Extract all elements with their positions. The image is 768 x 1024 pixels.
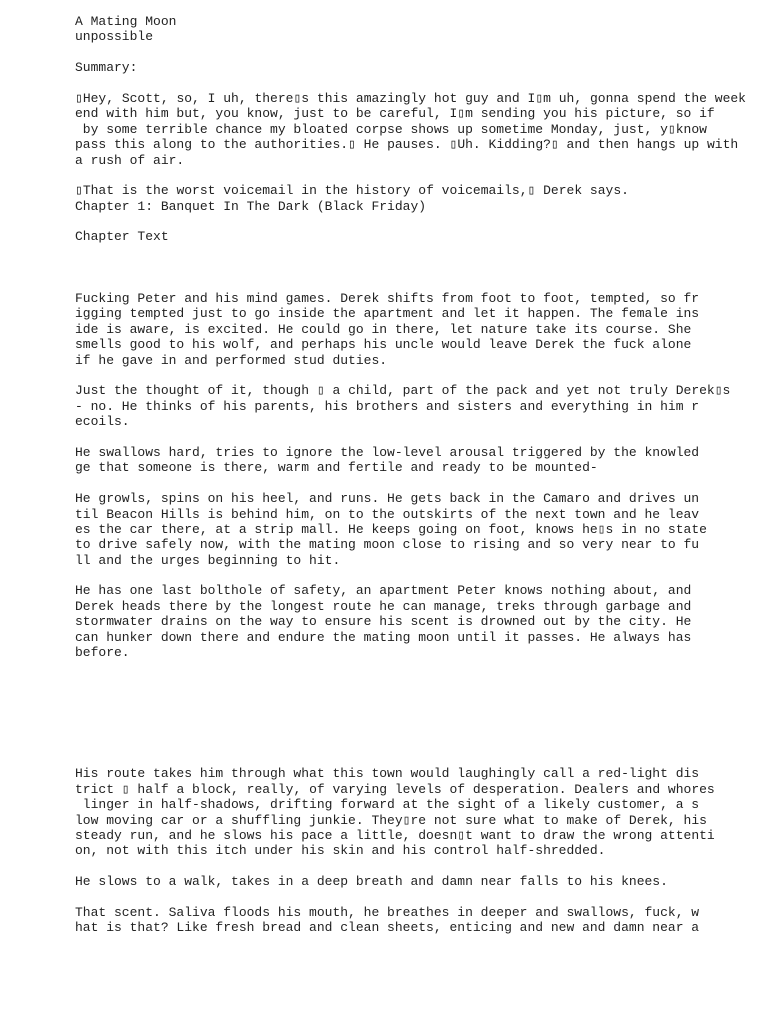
body-paragraph-2	[75, 383, 735, 429]
text-line: hat is that? Like fresh bread and clean sheets, enticing and new and damn near a	[75, 920, 700, 936]
body-paragraph-3	[75, 445, 735, 476]
text-line: low moving car or a shuffling junkie. They▯re not sure what to make of Derek, his	[75, 812, 707, 828]
text-line: ide is aware, is excited. He could go in there, let nature take its course. She	[75, 321, 692, 337]
text-line: smells good to his wolf, and perhaps his uncle would leave Derek the fuck alone	[75, 337, 692, 353]
text-line: by some terrible chance my bloated corpse shows up sometime Monday, just, y▯know	[75, 121, 707, 137]
text-line: trict ▯ half a block, really, of varying levels of desperation. Dealers and whores	[75, 781, 715, 797]
work-title: A Mating Moon	[75, 14, 177, 29]
text-line: can hunker down there and endure the mating moon until it passes. He always has	[75, 629, 692, 645]
chapter-text-label: Chapter Text	[75, 229, 169, 245]
text-line: es the car there, at a strip mall. He keeps going on foot, knows he▯s in no state	[75, 521, 707, 537]
text-line: steady run, and he slows his pace a little, doesn▯t want to draw the wrong attenti	[75, 827, 715, 843]
text-line: His route takes him through what this town would laughingly call a red-light dis	[75, 766, 700, 782]
text-line: igging tempted just to go inside the apartment and let it happen. The female ins	[75, 306, 700, 322]
text-line: a rush of air.	[75, 152, 185, 168]
text-line: Just the thought of it, though ▯ a child, part of the pack and yet not truly Derek▯s	[75, 383, 731, 399]
text-line: He swallows hard, tries to ignore the low-level arousal triggered by the knowled	[75, 444, 700, 460]
summary-label: Summary:	[75, 60, 138, 76]
summary-paragraph-2	[75, 183, 735, 198]
summary-paragraph-1	[75, 90, 746, 168]
text-line: end with him but, you know, just to be careful, I▯m sending you his picture, so if	[75, 106, 715, 122]
text-line: til Beacon Hills is behind him, on to the outskirts of the next town and he leav	[75, 506, 700, 522]
text-line: to drive safely now, with the mating moon close to rising and so very near to fu	[75, 537, 700, 553]
text-line: He growls, spins on his heel, and runs. He gets back in the Camaro and drives un	[75, 491, 700, 507]
text-line: if he gave in and performed stud duties.	[75, 352, 388, 368]
text-line: He slows to a walk, takes in a deep breath and damn near falls to his knees.	[75, 874, 668, 890]
text-line: ▯Hey, Scott, so, I uh, there▯s this amazingly hot guy and I▯m uh, gonna spend the week	[75, 90, 746, 106]
document-page	[75, 14, 746, 936]
text-line: - no. He thinks of his parents, his brothers and sisters and everything in him r	[75, 398, 700, 414]
text-line: on, not with this itch under his skin and his control half-shredded.	[75, 843, 606, 859]
text-line: That scent. Saliva floods his mouth, he breathes in deeper and swallows, fuck, w	[75, 904, 700, 920]
text-line: before.	[75, 645, 130, 661]
chapter-title: Chapter 1: Banquet In The Dark (Black Friday)	[75, 198, 427, 214]
text-line: Fucking Peter and his mind games. Derek shifts from foot to foot, tempted, so fr	[75, 291, 700, 307]
text-line: ▯That is the worst voicemail in the history of voicemails,▯ Derek says.	[75, 183, 629, 199]
body-paragraph-5	[75, 583, 735, 660]
body-paragraph-8	[75, 905, 735, 936]
text-line: ll and the urges beginning to hit.	[75, 552, 341, 568]
text-line: stormwater drains on the way to ensure his scent is drowned out by the city. He	[75, 614, 692, 630]
text-line: linger in half-shadows, drifting forward at the sight of a likely customer, a s	[75, 797, 700, 813]
text-line: ecoils.	[75, 414, 130, 430]
work-author: unpossible	[75, 29, 154, 45]
text-line: He has one last bolthole of safety, an apartment Peter knows nothing about, and	[75, 583, 692, 599]
body-paragraph-4	[75, 491, 735, 568]
text-line: Derek heads there by the longest route he can manage, treks through garbage and	[75, 598, 692, 614]
text-line: ge that someone is there, warm and fertile and ready to be mounted-	[75, 460, 598, 476]
body-paragraph-7	[75, 874, 735, 889]
text-line: pass this along to the authorities.▯ He pauses. ▯Uh. Kidding?▯ and then hangs up with	[75, 137, 739, 153]
body-paragraph-6	[75, 766, 735, 858]
body-paragraph-1	[75, 291, 735, 368]
